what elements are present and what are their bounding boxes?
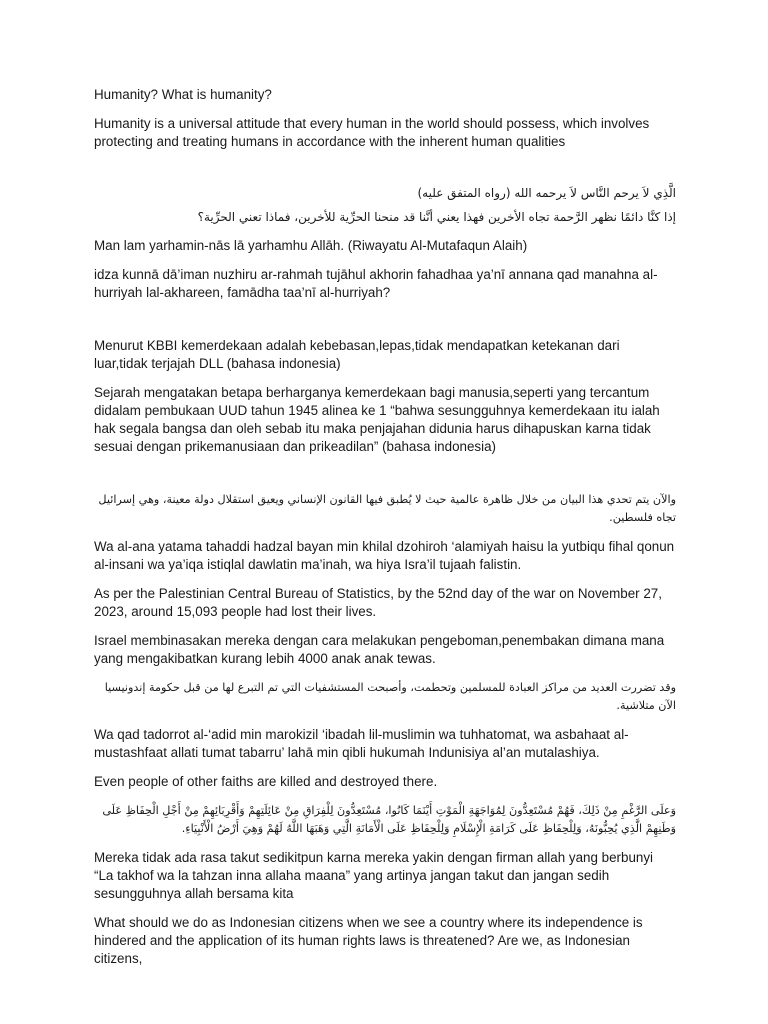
arabic-worship-centers: وقد تضررت العديد من مراكز العبادة للمسلمين وتحطمت، وأصبحت المستشفيات التي تم التبرع لها من قبل حكومة إندونيسيا الآن متلاشية. — [104, 681, 676, 712]
arabic-question: إذا كنَّا دائمًا نظهر الرَّحمة تجاه الأخرين فهذا يعني أنَّنا قد منحنا الحرِّية للأخرين، فماذا تعني الحرِّية؟ — [197, 210, 676, 224]
paragraph-kbbi-definition: Menurut KBBI kemerdekaan adalah kebebasan,lepas,tidak mendapatkan ketekanan dari luar,tidak terjajah DLL (bahasa indonesia) — [94, 338, 620, 371]
paragraph-statistics: As per the Palestinian Central Bureau of Statistics, by the 52nd day of the war on November 27, 2023, around 15,093 people had lost their lives. — [94, 586, 662, 619]
spacer — [94, 162, 676, 184]
paragraph-no-fear: Mereka tidak ada rasa takut sedikitpun karna mereka yakin dengan firman allah yang berbunyi “La takhof wa la tahzan inna allaha maana” yang artinya jangan takut dan jangan sedih sesungguhnya allah bersama kita — [94, 850, 654, 901]
arabic-statement-challenge: والآن يتم تحدي هذا البيان من خلال ظاهرة عالمية حيث لا يُطبق فيها القانون الإنساني ويعيق استقلال دولة معينة، وهي إسرائيل تجاه فلسطين. — [98, 493, 676, 524]
spacer — [94, 467, 676, 491]
paragraph-history-uud: Sejarah mengatakan betapa berharganya kemerdekaan bagi manusia,seperti yang tercantum didalam pembukaan UUD tahun 1945 alinea ke 1 “bahwa sesungguhnya kemerdekaan itu ialah hak segala bangsa dan oleh sebab itu maka penjajahan didunia harus dihapuskan karna tidak sesuai dengan prikemanusiaan dan prikeadilan” (bahasa indonesia) — [94, 385, 660, 454]
arabic-steadfastness: وَعلَى الرَّغْمِ مِنْ ذَلِكَ، فَهُمْ مُسْتَعِدُّونَ لِمُوَاجَهَةِ الْمَوْتِ أَيْنَمَا كَانُوا، مُسْتَعِدُّونَ لِلْفِرَاقِ مِنْ عَائِلَتِهِمْ وَأَقْرِبَائِهِمْ مِنْ أَجْلِ الْحِفَاظِ عَلَى وَطَنِهِمْ الَّذِي يُحِبُّونَهُ، وَلِلْحِفَاظِ عَلَى كَرَامَةِ الْإِسْلَامِ وَلِلْحِفَاظِ عَلَى الْأَمَانَةِ الَّتِي وَهَبَهَا اللَّهُ لَهُمْ وَهِيَ أَرْضُ الْأَنْبِيَاءِ. — [102, 804, 676, 835]
arabic-hadith: الَّذِي لاَ يرحم النَّاس لاَ يرحمه الله (رواه المتفق عليه) — [417, 186, 676, 200]
paragraph-hadith-transliteration: Man lam yarhamin-nās lā yarhamhu Allāh. (Riwayatu Al-Mutafaqun Alaih) — [94, 238, 528, 253]
paragraph-question-transliteration: idza kunnā dā’iman nuzhiru ar-rahmah tujāhul akhorin fahadhaa ya’nī annana qad manahna al-hurriyah lal-akhareen, famādha taa’nī al-hurriyah? — [94, 267, 658, 300]
paragraph-humanity-definition: Humanity is a universal attitude that every human in the world should possess, which involves protecting and treating humans in accordance with the inherent human qualities — [94, 116, 650, 149]
paragraph-worship-transliteration: Wa qad tadorrot al-‘adid min marokizil ‘ibadah lil-muslimin wa tuhhatomat, wa asbahaat al-mustashfaat allati tumat tabarru’ lahā min qibli hukumah Indunisiya al’an mutalashiya. — [94, 727, 629, 760]
paragraph-bombing: Israel membinasakan mereka dengan cara melakukan pengeboman,penembakan dimana mana yang mengakibatkan kurang lebih 4000 anak anak tewas. — [94, 633, 665, 666]
paragraph-other-faiths: Even people of other faiths are killed and destroyed there. — [94, 774, 438, 789]
document-page — [94, 86, 676, 979]
heading-question: Humanity? What is humanity? — [94, 87, 272, 102]
paragraph-statement-transliteration: Wa al-ana yatama tahaddi hadzal bayan min khilal dzohiroh ‘alamiyah haisu la yutbiqu fihal qonun al-insani wa ya’iqa istiqlal dawlatin ma’inah, wa hiya Isra’il tujaah falistin. — [94, 539, 675, 572]
spacer — [94, 313, 676, 337]
paragraph-indonesian-citizens: What should we do as Indonesian citizens when we see a country where its independence is hindered and the application of its human rights laws is threatened? Are we, as Indonesian citizens, — [94, 915, 643, 966]
